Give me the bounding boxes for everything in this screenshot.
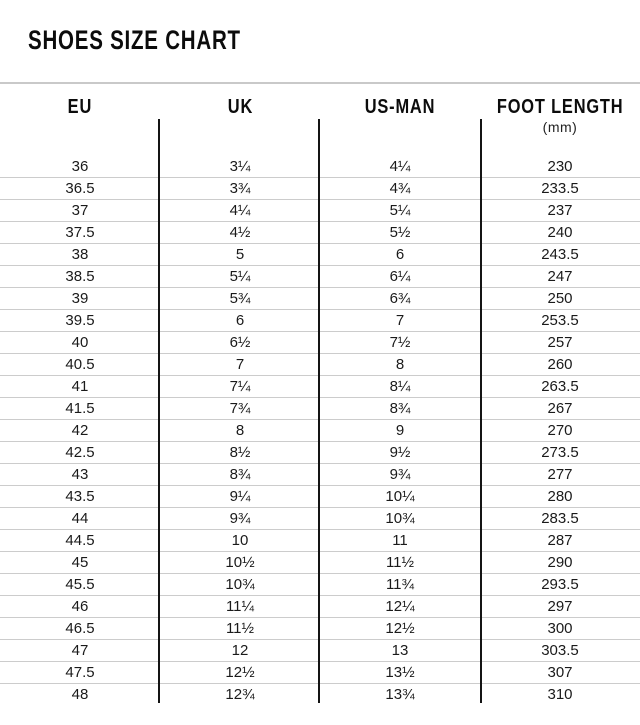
cell-eu: 48 bbox=[71, 686, 89, 703]
cell-foot-length: 270 bbox=[547, 422, 573, 439]
page-title-text: SHOES SIZE CHART bbox=[28, 25, 241, 55]
cell-us-man: 9 bbox=[395, 422, 405, 439]
table-header-row bbox=[0, 84, 640, 155]
cell-uk: 8¾ bbox=[229, 466, 251, 483]
cell-eu: 46 bbox=[71, 598, 89, 615]
cell-uk: 6 bbox=[235, 312, 245, 329]
cell-eu: 38 bbox=[71, 246, 89, 263]
column-separator-3 bbox=[480, 119, 482, 703]
cell-us-man: 5½ bbox=[389, 224, 411, 241]
cell-foot-length: 257 bbox=[547, 334, 573, 351]
table-row bbox=[0, 595, 640, 617]
table-row bbox=[0, 331, 640, 353]
column-header-us-man bbox=[320, 84, 480, 155]
cell-uk: 4½ bbox=[229, 224, 251, 241]
cell-eu: 42 bbox=[71, 422, 89, 439]
table-row bbox=[0, 221, 640, 243]
cell-foot-length: 280 bbox=[547, 488, 573, 505]
cell-foot-length: 310 bbox=[547, 686, 573, 703]
cell-uk: 12 bbox=[231, 642, 249, 659]
column-header-eu bbox=[0, 84, 160, 155]
column-header-uk bbox=[160, 84, 320, 155]
cell-us-man: 8¾ bbox=[389, 400, 411, 417]
cell-us-man: 4¼ bbox=[389, 157, 411, 175]
table-row bbox=[0, 353, 640, 375]
table-row bbox=[0, 529, 640, 551]
column-separator-2 bbox=[318, 119, 320, 703]
cell-eu: 47.5 bbox=[65, 664, 95, 681]
cell-foot-length: 293.5 bbox=[541, 576, 579, 593]
cell-uk: 10 bbox=[231, 532, 249, 549]
table-row bbox=[0, 177, 640, 199]
cell-uk: 7 bbox=[235, 356, 245, 373]
cell-uk: 9¾ bbox=[229, 510, 251, 527]
cell-foot-length: 230 bbox=[547, 157, 573, 175]
cell-eu: 44.5 bbox=[65, 532, 95, 549]
cell-uk: 8½ bbox=[229, 444, 251, 461]
table-row bbox=[0, 309, 640, 331]
cell-us-man: 13 bbox=[391, 642, 409, 659]
cell-foot-length: 260 bbox=[547, 356, 573, 373]
cell-foot-length: 303.5 bbox=[541, 642, 579, 659]
cell-eu: 40 bbox=[71, 334, 89, 351]
cell-us-man: 7 bbox=[395, 312, 405, 329]
cell-foot-length: 290 bbox=[547, 554, 573, 571]
cell-uk: 10¾ bbox=[225, 576, 255, 593]
cell-us-man: 9¾ bbox=[389, 466, 411, 483]
cell-us-man: 12¼ bbox=[385, 598, 415, 615]
cell-eu: 44 bbox=[71, 510, 89, 527]
cell-foot-length: 243.5 bbox=[541, 246, 579, 263]
cell-uk: 11½ bbox=[225, 620, 255, 637]
cell-eu: 36 bbox=[71, 157, 89, 175]
cell-foot-length: 267 bbox=[547, 400, 573, 417]
cell-us-man: 10¼ bbox=[385, 488, 415, 505]
cell-uk: 3¼ bbox=[229, 157, 251, 175]
cell-uk: 4¼ bbox=[229, 202, 251, 219]
cell-us-man: 6¼ bbox=[389, 268, 411, 285]
cell-eu: 43 bbox=[71, 466, 89, 483]
cell-us-man: 7½ bbox=[389, 334, 411, 351]
cell-uk: 12½ bbox=[225, 664, 255, 681]
cell-foot-length: 247 bbox=[547, 268, 573, 285]
table-row bbox=[0, 485, 640, 507]
cell-us-man: 13¾ bbox=[385, 686, 415, 703]
cell-us-man: 4¾ bbox=[389, 180, 411, 197]
column-header-eu-label: EU bbox=[67, 96, 93, 118]
cell-us-man: 8 bbox=[395, 356, 405, 373]
cell-eu: 40.5 bbox=[65, 356, 95, 373]
table-row bbox=[0, 375, 640, 397]
cell-eu: 46.5 bbox=[65, 620, 95, 637]
cell-eu: 39 bbox=[71, 290, 89, 307]
table-row bbox=[0, 617, 640, 639]
cell-uk: 3¾ bbox=[229, 180, 251, 197]
column-separator-1 bbox=[158, 119, 160, 703]
unit-label-mm: (mm) bbox=[542, 119, 578, 135]
cell-uk: 6½ bbox=[229, 334, 251, 351]
table-row bbox=[0, 683, 640, 705]
cell-us-man: 11 bbox=[392, 532, 408, 549]
page-title bbox=[28, 25, 640, 55]
table-row bbox=[0, 287, 640, 309]
cell-uk: 5¼ bbox=[229, 268, 251, 285]
cell-eu: 47 bbox=[71, 642, 89, 659]
table-row bbox=[0, 397, 640, 419]
cell-eu: 37 bbox=[71, 202, 89, 219]
cell-foot-length: 240 bbox=[547, 224, 573, 241]
cell-uk: 7¾ bbox=[229, 400, 251, 417]
cell-foot-length: 283.5 bbox=[541, 510, 579, 527]
table-row bbox=[0, 551, 640, 573]
cell-eu: 45 bbox=[71, 554, 89, 571]
cell-uk: 5¾ bbox=[229, 290, 251, 307]
cell-foot-length: 273.5 bbox=[541, 444, 579, 461]
cell-us-man: 9½ bbox=[389, 444, 411, 461]
cell-foot-length: 297 bbox=[547, 598, 573, 615]
cell-us-man: 10¾ bbox=[385, 510, 415, 527]
cell-foot-length: 263.5 bbox=[541, 378, 579, 395]
table-row bbox=[0, 661, 640, 683]
cell-eu: 39.5 bbox=[65, 312, 95, 329]
cell-foot-length: 287 bbox=[547, 532, 573, 549]
cell-us-man: 5¼ bbox=[389, 202, 411, 219]
cell-foot-length: 237 bbox=[547, 202, 573, 219]
cell-foot-length: 250 bbox=[547, 290, 573, 307]
cell-us-man: 11¾ bbox=[385, 576, 415, 593]
cell-us-man: 12½ bbox=[385, 620, 415, 637]
cell-us-man: 6¾ bbox=[389, 290, 411, 307]
table-row bbox=[0, 573, 640, 595]
cell-uk: 11¼ bbox=[225, 598, 255, 615]
cell-us-man: 8¼ bbox=[389, 378, 411, 395]
cell-uk: 10½ bbox=[225, 554, 255, 571]
cell-eu: 37.5 bbox=[65, 224, 95, 241]
cell-eu: 45.5 bbox=[65, 576, 95, 593]
cell-us-man: 13½ bbox=[385, 664, 415, 681]
table-row bbox=[0, 441, 640, 463]
column-header-us-man-label: US-MAN bbox=[364, 96, 436, 118]
table-row bbox=[0, 155, 640, 177]
cell-us-man: 11½ bbox=[385, 554, 415, 571]
cell-foot-length: 307 bbox=[547, 664, 573, 681]
table-row bbox=[0, 507, 640, 529]
cell-eu: 42.5 bbox=[65, 444, 95, 461]
cell-foot-length: 233.5 bbox=[541, 180, 579, 197]
cell-foot-length: 253.5 bbox=[541, 312, 579, 329]
table-row bbox=[0, 463, 640, 485]
cell-uk: 5 bbox=[235, 246, 245, 263]
column-header-foot-length bbox=[480, 84, 640, 155]
table-row bbox=[0, 419, 640, 441]
cell-uk: 8 bbox=[235, 422, 245, 439]
table-row bbox=[0, 639, 640, 661]
cell-uk: 9¼ bbox=[229, 488, 251, 505]
cell-foot-length: 300 bbox=[547, 620, 573, 637]
table-row bbox=[0, 243, 640, 265]
table-row bbox=[0, 265, 640, 287]
cell-uk: 12¾ bbox=[225, 686, 255, 703]
cell-eu: 38.5 bbox=[65, 268, 95, 285]
cell-eu: 41.5 bbox=[65, 400, 95, 417]
column-header-uk-label: UK bbox=[227, 96, 253, 118]
column-header-foot-length-label: FOOT LENGTH bbox=[496, 96, 624, 118]
cell-eu: 43.5 bbox=[65, 488, 95, 505]
table-body bbox=[0, 155, 640, 705]
cell-eu: 36.5 bbox=[65, 180, 95, 197]
table-row bbox=[0, 199, 640, 221]
cell-uk: 7¼ bbox=[229, 378, 251, 395]
cell-foot-length: 277 bbox=[547, 466, 573, 483]
cell-eu: 41 bbox=[71, 378, 89, 395]
cell-us-man: 6 bbox=[395, 246, 405, 263]
